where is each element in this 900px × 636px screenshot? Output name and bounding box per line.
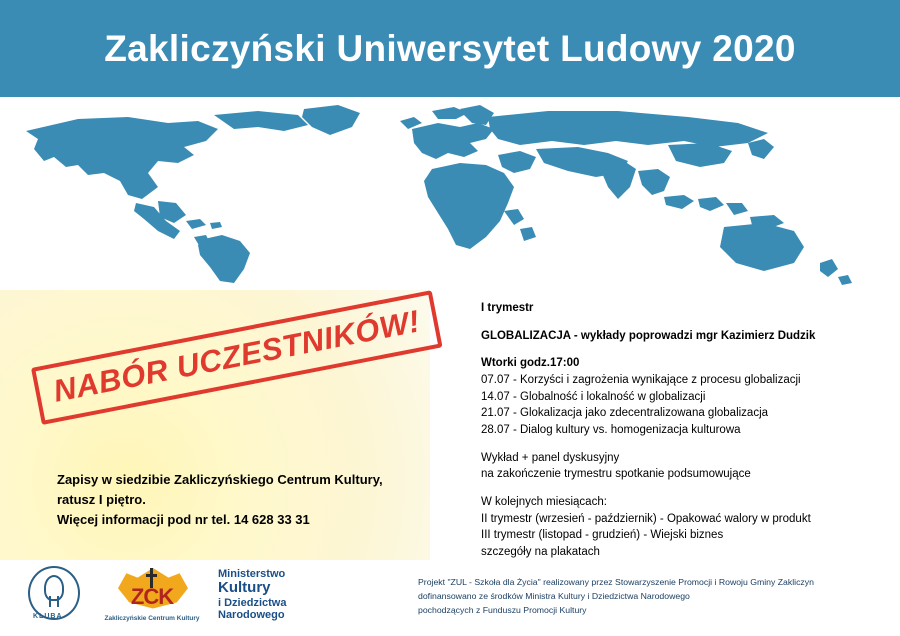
session-item: 14.07 - Globalność i lokalność w globalizacji bbox=[481, 390, 706, 403]
ministry-logo bbox=[218, 566, 378, 622]
kluba-logo bbox=[20, 566, 86, 630]
ministry-line-1: Ministerstwo bbox=[218, 568, 286, 580]
spacer bbox=[481, 439, 881, 450]
next-month-item: III trymestr (listopad - grudzień) - Wiejski biznes bbox=[481, 529, 724, 542]
next-months-label: W kolejnych miesiącach: bbox=[481, 496, 607, 509]
contact-line-1: Zapisy w siedzibie Zakliczyńskiego Centrum Kultury, bbox=[57, 472, 383, 487]
kluba-logo-label: KLUBA bbox=[33, 613, 63, 620]
trimester-label: I trymestr bbox=[481, 302, 534, 314]
stamp-text: NABÓR UCZESTNIKÓW! bbox=[50, 303, 423, 409]
ministry-line-2: Kultury bbox=[218, 579, 271, 597]
ministry-line-4: Narodowego bbox=[218, 609, 285, 622]
ministry-line-3: i Dziedzictwa bbox=[218, 597, 287, 610]
footer-note-line-2: dofinansowano ze środków Ministra Kultury i Dziedzictwa Narodowego bbox=[418, 591, 690, 602]
contact-line-2: ratusz I piętro. bbox=[57, 492, 146, 508]
spacer bbox=[481, 317, 881, 328]
schedule-time: Wtorki godz.17:00 bbox=[481, 357, 580, 370]
next-month-item: szczegóły na plakatach bbox=[481, 546, 600, 559]
logo-strip bbox=[20, 566, 378, 630]
footer-note-line-3: pochodzących z Funduszu Promocji Kultury bbox=[418, 605, 587, 616]
zck-logo-caption: Zakliczyńskie Centrum Kultury bbox=[104, 615, 200, 622]
footer-funding-note bbox=[418, 575, 888, 617]
lightbulb-stem-icon bbox=[49, 596, 59, 607]
world-map-band bbox=[0, 97, 900, 290]
schedule-topic: GLOBALIZACJA - wykłady poprowadzi mgr Kazimierz Dudzik bbox=[481, 329, 816, 342]
zck-logo bbox=[104, 566, 200, 630]
session-item: 07.07 - Korzyści i zagrożenia wynikające z procesu globalizacji bbox=[481, 374, 801, 387]
footer-note-line-1: Projekt "ZUL - Szkoła dla Życia" realizowany przez Stowarzyszenie Promocji i Rowoju Gminy Zakliczyn bbox=[418, 577, 814, 587]
contact-line-3: Więcej informacji pod nr tel. 14 628 33 31 bbox=[57, 512, 310, 528]
contact-block bbox=[57, 470, 457, 530]
world-map-icon bbox=[8, 103, 892, 285]
zck-logo-text: ZCK bbox=[130, 584, 174, 609]
spacer bbox=[481, 344, 881, 355]
page-title: Zakliczyński Uniwersytet Ludowy 2020 bbox=[104, 27, 796, 69]
panel-line-1: Wykład + panel dyskusyjny bbox=[481, 451, 620, 464]
spacer bbox=[481, 483, 881, 494]
session-item: 21.07 - Glokalizacja jako zdecentralizowana globalizacja bbox=[481, 407, 769, 420]
poster-header bbox=[0, 0, 900, 97]
next-month-item: II trymestr (wrzesień - październik) - Opakować walory w produkt bbox=[481, 512, 811, 525]
session-item: 28.07 - Dialog kultury vs. homogenizacja kulturowa bbox=[481, 424, 741, 437]
panel-line-2: na zakończenie trymestru spotkanie podsumowujące bbox=[481, 468, 751, 481]
tower-crossbar-icon bbox=[146, 574, 157, 577]
schedule-block bbox=[481, 300, 881, 561]
